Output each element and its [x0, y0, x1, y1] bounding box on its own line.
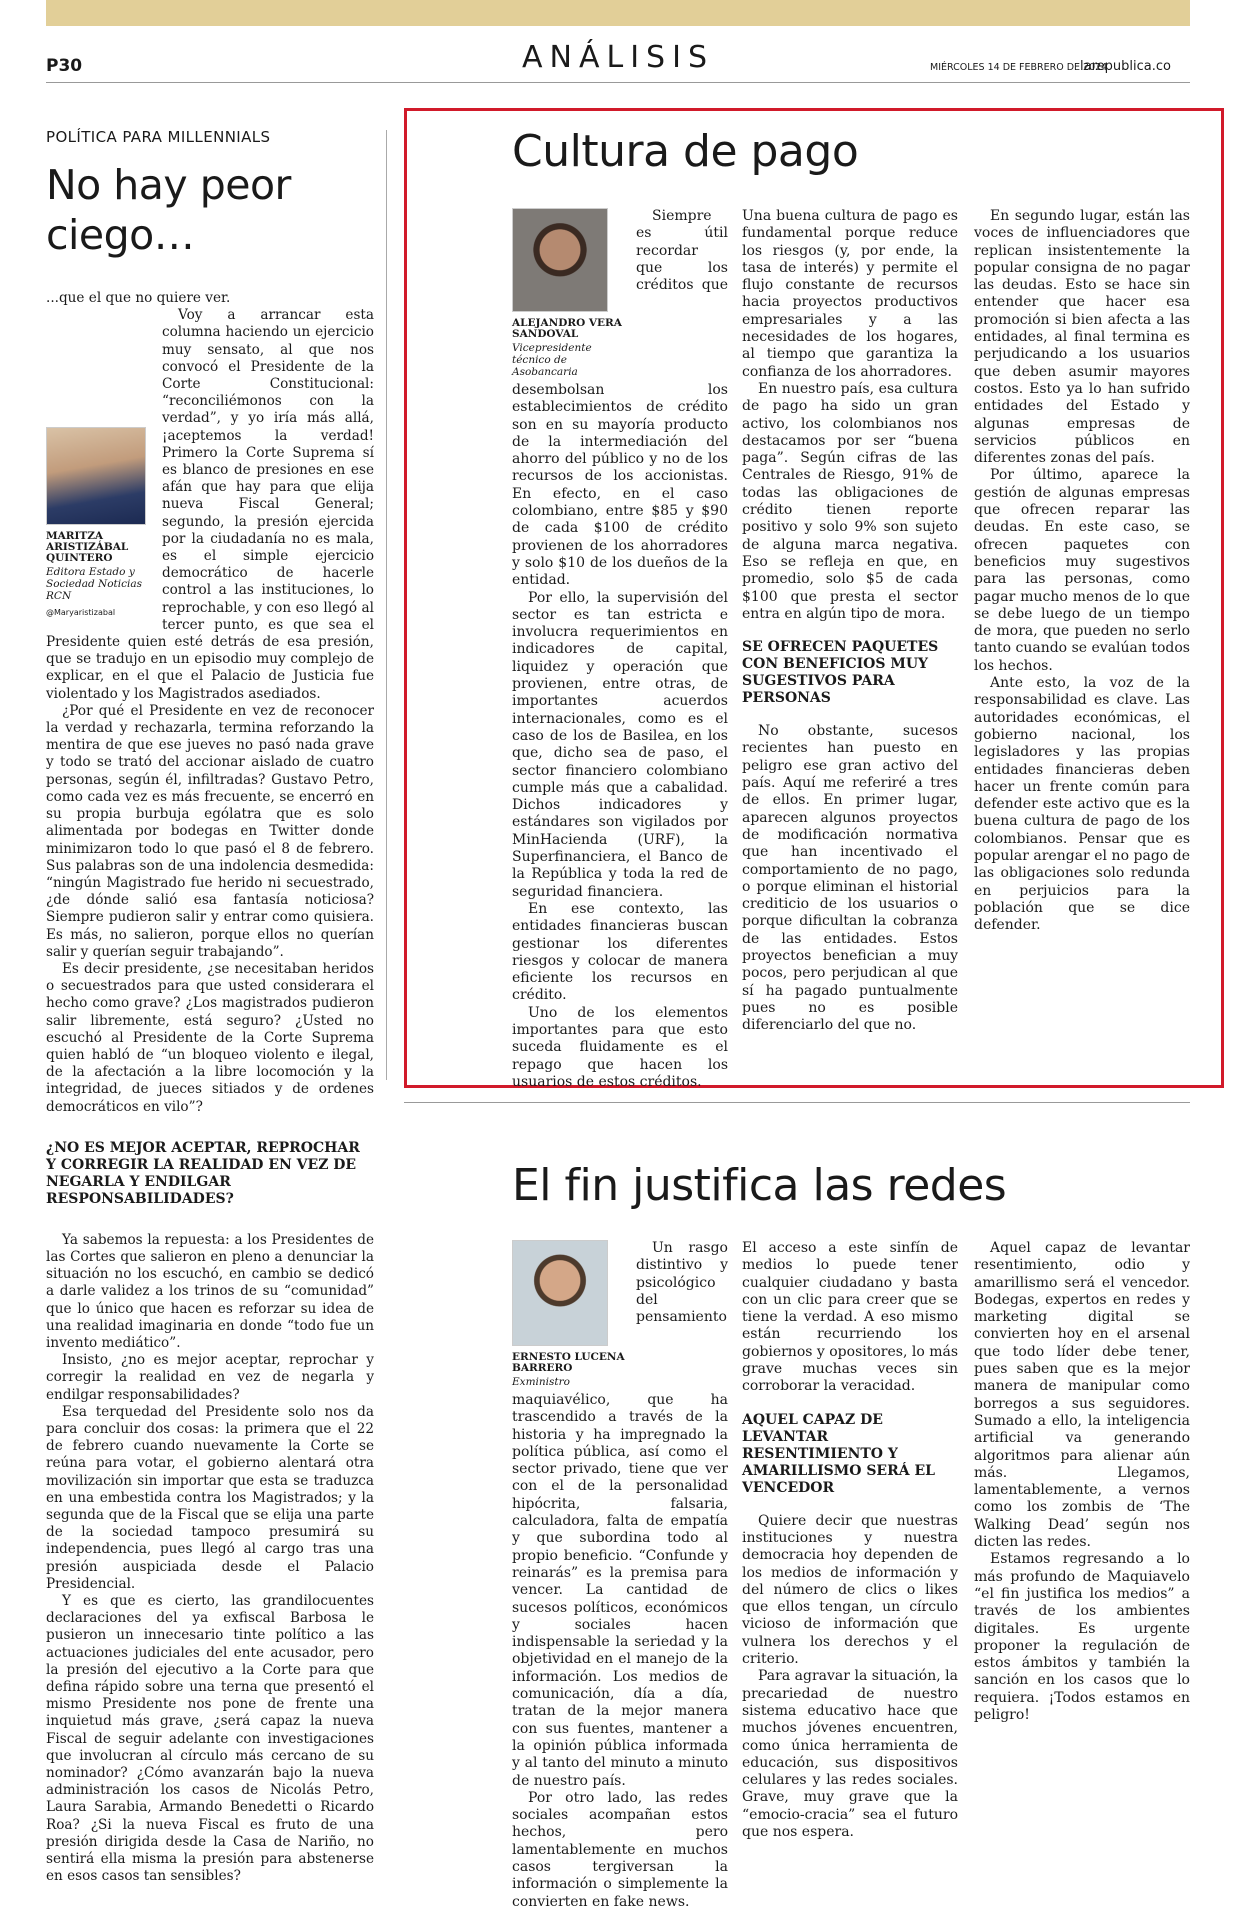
- paragraph: Una buena cultura de pago es fundamental porque reduce los riesgos (y, por ende, la tasa de interés) y permite el flujo constante de recursos hacia proyectos productivos empresariales y a las necesidades de los hogares, al tiempo que garantiza la confianza de los ahorradores.: [742, 208, 958, 380]
- site-url[interactable]: larepublica.co: [1080, 59, 1171, 74]
- paragraph: Aquel capaz de levantar resentimiento, odio y amarillismo será el vencedor. Bodegas, expertos en redes y marketing digital se convierten hoy en el arsenal que todo líder debe tener, pues saben que es la mejor manera de manipular como borregos a sus seguidores. Sumado a ello, la inteligencia artificial va generando algoritmos para alienar aún más. Llegamos, lamentablemente, a vernos como los zombis de ‘The Walking Dead’ según nos dicten las redes.: [974, 1240, 1190, 1551]
- paragraph: Uno de los elementos importantes para que esto suceda fluidamente es el repago que hacen los usuarios de estos créditos.: [512, 1004, 728, 1090]
- cultura-column-1: [512, 208, 728, 1091]
- page-number: P30: [46, 56, 83, 76]
- section-title: ANÁLISIS: [522, 40, 714, 75]
- paragraph: Esa terquedad del Presidente solo nos da para concluir dos cosas: la primera que el 22 de febrero cuando nuevamente la Corte se reúna para votar, el gobierno alentará otra movilización sin importar que esta se traduzca en una embestida contra los Magistrados; y la segunda que de la Fiscal que se elija una parte de la sociedad tampoco presumirá su independencia, pues llegó al cargo tras una presión auspiciada desde el Palacio Presidencial.: [46, 1403, 374, 1592]
- author-photo: [512, 1240, 608, 1346]
- article-divider: [404, 1102, 1190, 1103]
- redes-column-3: [974, 1240, 1190, 1724]
- paragraph: El acceso a este sinfín de medios lo puede tener cualquier ciudadano y basta con un clic para creer que se tiene la verdad. A eso mismo están recurriendo los gobiernos y opositores, lo más grave muchas veces sin corroborar la veracidad.: [742, 1240, 959, 1395]
- author-role: Vicepresidente técnico de Asobancaria: [512, 342, 592, 378]
- paragraph: Un rasgo distintivo y psicológico del pensamiento maquiavélico, que ha trascendido a través de la historia y ha impregnado la política pública, así como el sector privado, tiene que ver con el de la personalidad hipócrita, falsaria, calculadora, falta de empatía y que subordina todo al propio beneficio. “Confunde y reinarás” es la premisa para vencer. La cantidad de sucesos políticos, económicos y sociales hacen indispensable la seriedad y la objetividad en el manejo de la información. Los medios de comunicación, día a día, tratan de la mejor manera con sus fuentes, mantener a la opinión pública informada y al tanto del minuto a minuto de nuestro país.: [512, 1240, 728, 1789]
- author-box: [512, 208, 630, 378]
- paragraph: No obstante, sucesos recientes han puesto en peligro ese gran activo del país. Aquí me referiré a tres de ellos. En primer lugar, aparecen algunos proyectos de modificación normativa que han incentivado el comportamiento de no pago, o porque eliminan el historial crediticio de los usuarios o porque dificultan la cobranza de las entidades. Estos proyectos benefician a muy pocos, pero perjudican al que sí ha pagado puntualmente pues no es posible diferenciarlo del que no.: [742, 723, 958, 1034]
- paragraph: En nuestro país, esa cultura de pago ha sido un gran activo, los colombianos nos destacamos por ser “buena paga”. Según cifras de las Centrales de Riesgo, 91% de todas las obligaciones de crédito tienen reporte positivo y solo 9% son sujeto de alguna marca negativa. Eso se refleja en que, en promedio, solo $5 de cada $100 que presta el sector entra en algún tipo de mora.: [742, 380, 958, 622]
- paragraph: Es decir presidente, ¿se necesitaban heridos o secuestrados para que usted considerara el hecho como grave? ¿Los magistrados pudieron salir libremente, está seguro? ¿Usted no escuchó al Presidente de la Corte Suprema quien habló de “un bloqueo violento e ilegal, de la afectación a la libre locomoción y la integridad, de jueces sitiados y de ordenes democráticos en vilo”?: [46, 960, 374, 1115]
- top-color-band: [46, 0, 1190, 26]
- paragraph: Insisto, ¿no es mejor aceptar, reprochar y corregir la realidad en vez de negarla y endilgar responsabilidades?: [46, 1352, 374, 1403]
- subheading: SE OFRECEN PAQUETES CON BENEFICIOS MUY SUGESTIVOS PARA PERSONAS: [742, 639, 939, 707]
- author-role: Editora Estado y Sociedad Noticias RCN: [46, 566, 142, 603]
- column-divider: [386, 130, 387, 1080]
- article-kicker: POLÍTICA PARA MILLENNIALS: [46, 128, 271, 146]
- redes-column-2: [742, 1240, 958, 1841]
- subheading: ¿NO ES MEJOR ACEPTAR, REPROCHAR Y CORREGIR LA REALIDAD EN VEZ DE NEGARLA Y ENDILGAR RESPONSABILIDADES?: [46, 1139, 360, 1207]
- paragraph: Por otro lado, las redes sociales acompañan estos hechos, pero lamentablemente en muchos casos tergiversan la información o simplemente la convierten en fake news.: [512, 1789, 728, 1910]
- paragraph: Por último, aparece la gestión de algunas empresas que ofrecen reparar las deudas. En este caso, se ofrecen paquetes con beneficios muy sugestivos para las personas, como pagar mucho menos de lo que se debe luego de un tiempo de mora, que pueden no serlo tanto cuando se evalúan todos los hechos.: [974, 467, 1190, 674]
- paragraph: En segundo lugar, están las voces de influenciadores que replican insistentemente la popular consigna de no pagar las deudas. Esto se hace sin entender que hacer esa promoción si bien afecta a las entidades, al final termina es perjudicando a los usuarios que deben asumir mayores costos. Esto ya lo han sufrido entidades del Estado y algunas empresas de servicios públicos en diferentes zonas del país.: [974, 208, 1190, 467]
- paragraph: Ante esto, la voz de la responsabilidad es clave. Las autoridades económicas, el gobierno nacional, los legisladores y las propias entidades financieras deben hacer un frente común para defender este activo que es la buena cultura de pago de los colombianos. Pensar que es popular arengar el no pago de las obligaciones solo redunda en perjuicios para la población que se dice defender.: [974, 675, 1190, 934]
- paragraph: En ese contexto, las entidades financieras buscan gestionar los diferentes riesgos y colocar de manera eficiente los recursos en crédito.: [512, 900, 728, 1004]
- header-rule: [46, 82, 1190, 83]
- publication-date: MIÉRCOLES 14 DE FEBRERO DE 2024: [930, 62, 1108, 73]
- paragraph: Por ello, la supervisión del sector es tan estricta e involucra requerimientos en indicadores de capital, liquidez y operación que provienen, entre otras, de importantes acuerdos internacionales, como es el caso de los de Basilea, en los que, dicho sea de paso, el sector financiero colombiano cumple más que a cabalidad. Dichos indicadores y estándares son vigilados por MinHacienda (URF), la Superfinanciera, el Banco de la República y toda la red de seguridad financiera.: [512, 589, 728, 900]
- paragraph: Ya sabemos la repuesta: a los Presidentes de las Cortes que salieron en pleno a denunciar la situación no los escuchó, en cambio se dedicó a darle validez a los trinos de su “comunidad” que lo único que hacen es reforzar su idea de una realidad imaginaria en donde “todo fue un invento mediático”.: [46, 1231, 374, 1351]
- author-photo: [512, 208, 608, 312]
- subheading: AQUEL CAPAZ DE LEVANTAR RESENTIMIENTO Y AMARILLISMO SERÁ EL VENCEDOR: [742, 1411, 935, 1496]
- article-title-cultura: Cultura de pago: [512, 126, 859, 177]
- author-name: ERNESTO LUCENA BARRERO: [512, 1351, 625, 1374]
- article-title-redes: El fin justifica las redes: [512, 1160, 1007, 1211]
- author-name: MARITZA ARISTIZÁBAL QUINTERO: [46, 530, 129, 565]
- author-name: ALEJANDRO VERA SANDOVAL: [512, 317, 622, 340]
- author-handle: @Maryaristizabal: [46, 608, 116, 618]
- paragraph: Y es que es cierto, las grandilocuentes declaraciones del ya exfiscal Barbosa le pusieron un innecesario tinte político a las actuaciones judiciales del ente acusador, pero la presión del ejecutivo a la Corte para que defina rápido sobre una terna que presentó el mismo Presidente nos pone de frente una inquietud más grave, ¿será capaz la nueva Fiscal de seguir adelante con investigaciones que involucran al círculo más cercano de su nominador? ¿Cómo avanzarán bajo la nueva administración los casos de Nicolás Petro, Laura Sarabia, Armando Benedetti o Ricardo Roa? ¿Si la nueva Fiscal es fruto de una presión dirigida desde la Casa de Nariño, no sentirá ella misma la presión para abstenerse en esos casos tan sensibles?: [46, 1593, 374, 1885]
- left-article: [46, 128, 374, 1885]
- paragraph: Siempre es útil recordar que los créditos que desembolsan los establecimientos de crédito son en su mayoría producto de la intermediación del ahorro del público y no de los recursos de los accionistas. En efecto, en el caso colombiano, entre $85 y $90 de cada $100 de crédito provienen de los ahorradores y solo $10 de los dueños de la entidad.: [512, 208, 728, 589]
- redes-column-1: [512, 1240, 728, 1911]
- cultura-column-3: [974, 208, 1190, 934]
- paragraph: Estamos regresando a lo más profundo de Maquiavelo “el fin justifica los medios” a través de los ambientes digitales. Es urgente proponer la regulación de estos ámbitos y también la sanción en los casos que lo requiera. ¡Todos estamos en peligro!: [974, 1551, 1190, 1724]
- author-box: [46, 427, 154, 617]
- paragraph: Voy a arrancar esta columna haciendo un ejercicio muy sensato, al que nos convocó el Presidente de la Corte Constitucional: “reconciliémonos con la verdad”, y yo iría más allá, ¡aceptemos la verdad! Primero la Corte Suprema sí es blanco de presiones en ese afán que hay para que elija nueva Fiscal General; segundo, la presión ejercida por la ciudadanía no es mala, es el simple ejercicio democrático de hacerle control a las instituciones, lo reprochable, y con eso llegó al tercer punto, es que sea el Presidente quien esté detrás de esa presión, que se tradujo en un episodio muy complejo de explicar, en el que el Palacio de Justicia fue violentado y los Magistrados asediados.: [46, 307, 374, 702]
- author-box: [512, 1240, 630, 1388]
- author-role: Exministro: [512, 1376, 570, 1388]
- paragraph: ¿Por qué el Presidente en vez de reconocer la verdad y rechazarla, termina reforzando la mentira de que ese jueves no pasó nada grave y todo se trató del accionar aislado de cuatro personas, según él, infiltradas? Gustavo Petro, como cada vez es más frecuente, se encerró en su propia burbuja ególatra que es solo alimentada por bodegas en Twitter donde minimizaron todo lo que pasó el 8 de febrero. Sus palabras son de una indolencia desmedida: “ningún Magistrado fue herido ni secuestrado, ¿de dónde salió esa fantasía noticiosa? Siempre pudieron salir y entrar como quisiera. Es más, no salieron, porque ellos no querían salir y querían seguir trabajando”.: [46, 702, 374, 960]
- paragraph: Para agravar la situación, la precariedad de nuestro sistema educativo hace que muchos jóvenes encuentren, como única herramienta de educación, sus dispositivos celulares y las redes sociales. Grave, muy grave que la “emocio-cracia” sea el futuro que nos espera.: [742, 1668, 958, 1841]
- paragraph: Quiere decir que nuestras instituciones y nuestra democracia hoy dependen de los medios de información y del número de clics o likes que ellos tengan, un círculo vicioso de información que vulnera los derechos y el criterio.: [742, 1512, 958, 1668]
- paragraph: ...que el que no quiere ver.: [46, 290, 231, 306]
- author-photo: [46, 427, 146, 525]
- article-title: No hay peor ciego…: [46, 161, 291, 259]
- cultura-column-2: [742, 208, 958, 1034]
